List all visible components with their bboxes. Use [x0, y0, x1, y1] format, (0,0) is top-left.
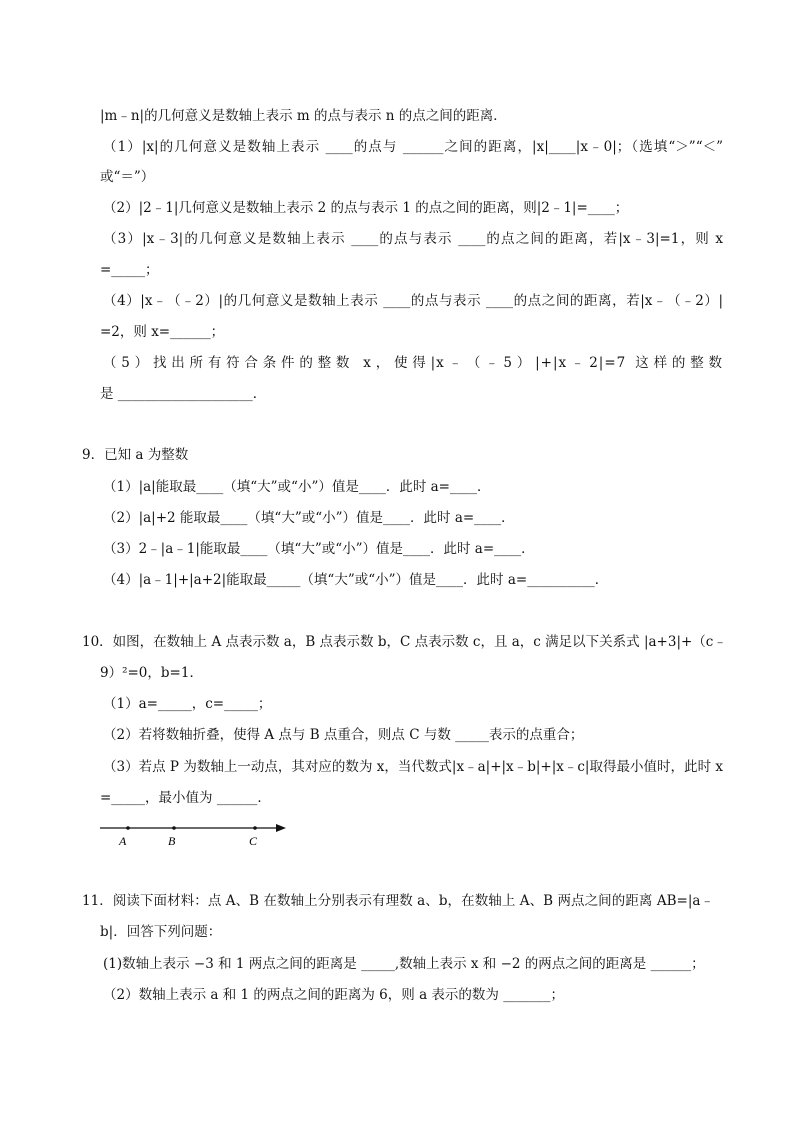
q9-part4: （4）|a﹣1|+|a+2|能取最_____（填“大”或“小”）值是____．此时 a=__________． [103, 572, 609, 588]
q10-part3-line1: （3）若点 P 为数轴上一动点，其对应的数为 x，当代数式|x﹣a|+|x﹣b|+|x﹣c|取得最小值时，此时 x [103, 759, 723, 775]
q8-part4-line2: =2，则 x=______； [100, 324, 225, 340]
q8-part1-line1: （1）|x|的几何意义是数轴上表示 ____的点与 ______之间的距离，|x|____|x﹣0|；（选填“＞”“＜” [103, 139, 723, 155]
point-b-marker [172, 826, 176, 830]
q8-part5-line2: 是 ____________________． [100, 386, 267, 402]
q8-part4-line1: （4）|x﹣（﹣2）|的几何意义是数轴上表示 ____的点与表示 ____的点之间的距离，若|x﹣（﹣2）| [103, 293, 723, 309]
q11-part1: (1)数轴上表示 −3 和 1 两点之间的距离是 _____,数轴上表示 x 和 −2 的两点之间的距离是 ______； [103, 956, 705, 972]
q9-title: 9．已知 a 为整数 [82, 447, 189, 463]
q9-part3: （3）2﹣|a﹣1|能取最____（填“大”或“小”）值是____．此时 a=____． [103, 541, 535, 557]
point-b-label: B [168, 834, 176, 848]
axis-arrow-icon [276, 824, 286, 832]
q10-title-line2: 9）²=0，b=1． [100, 665, 203, 681]
q8-part1-line2: 或“＝”） [100, 169, 155, 185]
number-line-figure [98, 818, 298, 854]
point-c-marker [253, 826, 257, 830]
q11-title-line1: 11．阅读下面材料：点 A、B 在数轴上分别表示有理数 a、b，在数轴上 A、B 两点之间的距离 AB=|a﹣ [82, 893, 714, 909]
intro-line: |m﹣n|的几何意义是数轴上表示 m 的点与表示 n 的点之间的距离． [100, 108, 507, 124]
q10-part1: （1）a=_____，c=_____； [103, 696, 272, 712]
point-a-label: A [119, 834, 127, 848]
q11-title-line2: b|．回答下列问题： [100, 924, 222, 940]
q9-part2: （2）|a|+2 能取最____（填“大”或“小”）值是____．此时 a=____． [103, 510, 515, 526]
point-c-label: C [249, 834, 258, 848]
q8-part2: （2）|2﹣1|几何意义是数轴上表示 2 的点与表示 1 的点之间的距离，则|2﹣1|=____； [103, 200, 629, 216]
q8-part5-line1: （5）找出所有符合条件的整数 x，使得|x﹣（﹣5）|+|x﹣2|=7 这样的整数 [103, 355, 723, 371]
point-a-marker [126, 826, 130, 830]
q10-part2: （2）若将数轴折叠，使得 A 点与 B 点重合，则点 C 与数 _____表示的点重合； [103, 727, 584, 743]
q11-part2: （2）数轴上表示 a 和 1 的两点之间的距离为 6，则 a 表示的数为 _______； [103, 987, 564, 1003]
q10-title-line1: 10．如图，在数轴上 A 点表示数 a，B 点表示数 b，C 点表示数 c，且 a，c 满足以下关系式 |a+3|+（c﹣ [82, 634, 727, 650]
q10-part3-line2: =_____，最小值为 ______． [100, 790, 271, 806]
q9-part1: （1）|a|能取最____（填“大”或“小”）值是____．此时 a=____． [103, 479, 491, 495]
q8-part3-line2: =_____； [100, 262, 159, 278]
q8-part3-line1: （3）|x﹣3|的几何意义是数轴上表示 ____的点与表示 ____的点之间的距离，若|x﹣3|=1，则 x [103, 231, 723, 247]
